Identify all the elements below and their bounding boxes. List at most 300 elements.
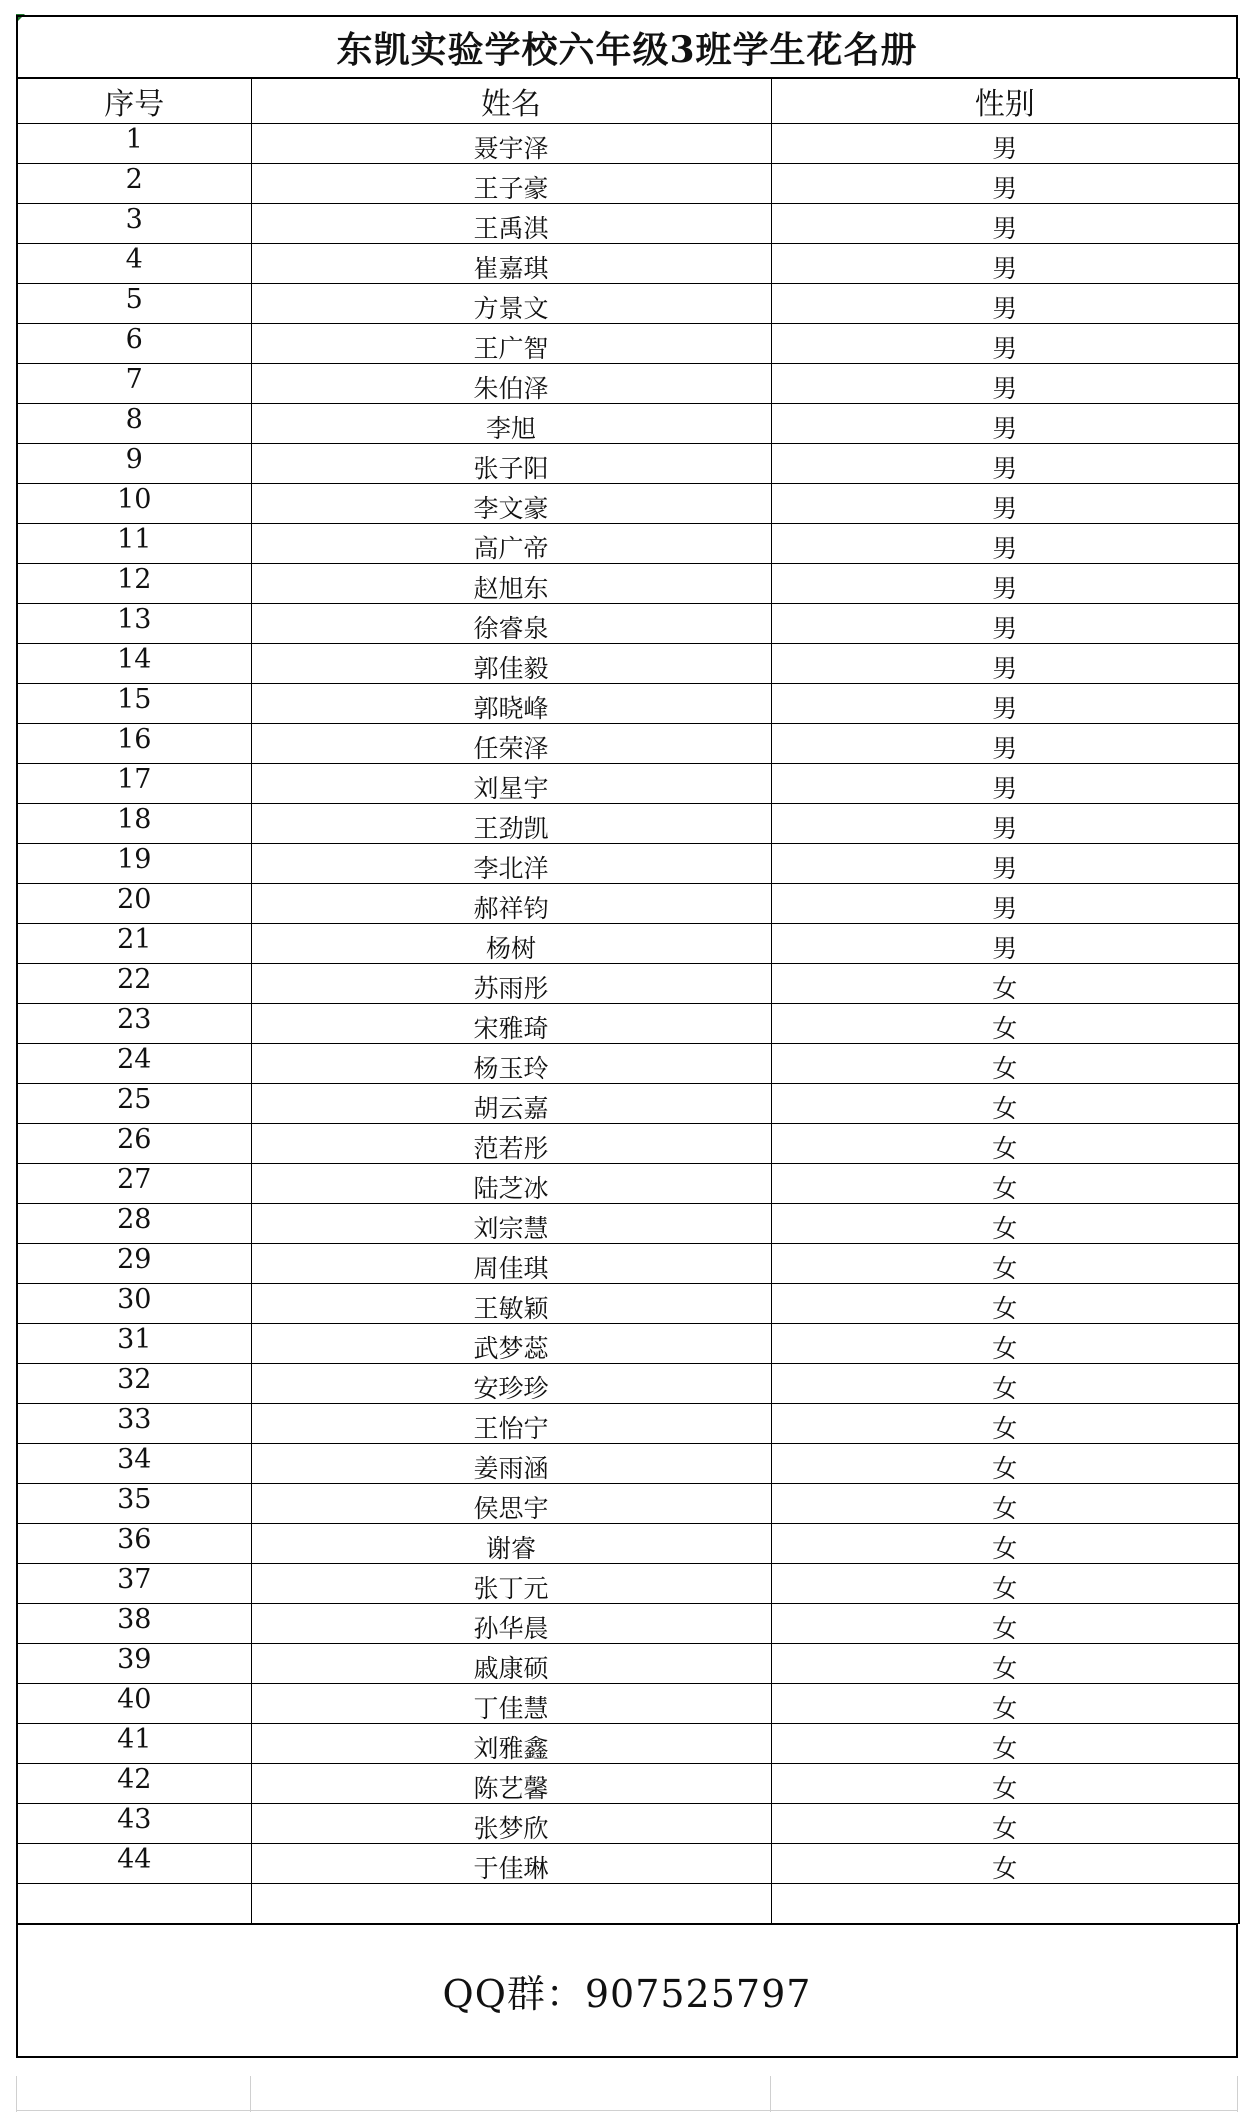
name-cell-text: 陆芝冰 (473, 1173, 549, 1203)
name-cell[interactable] (251, 924, 771, 964)
table-row (17, 604, 1239, 644)
seq-cell-text: 16 (117, 724, 152, 755)
name-cell[interactable] (251, 164, 771, 204)
name-cell-text: 高广帝 (473, 533, 549, 563)
name-cell[interactable] (251, 764, 771, 804)
seq-cell-text: 24 (117, 1044, 152, 1075)
gender-cell-text: 男 (992, 493, 1018, 523)
gender-cell-text: 女 (992, 1573, 1018, 1603)
table-row (17, 1204, 1239, 1244)
gender-cell-text: 女 (992, 1093, 1018, 1123)
seq-cell-text: 4 (125, 244, 143, 275)
seq-cell[interactable] (17, 1484, 251, 1524)
seq-cell-text: 19 (117, 844, 152, 875)
name-cell[interactable] (251, 1604, 771, 1644)
seq-cell-text: 22 (117, 964, 152, 995)
gender-cell-text: 男 (992, 133, 1018, 163)
empty-cell[interactable] (251, 1884, 771, 1924)
table-row (17, 644, 1239, 684)
seq-cell-text: 30 (117, 1284, 152, 1315)
seq-cell[interactable] (17, 1084, 251, 1124)
gender-cell[interactable] (771, 164, 1239, 204)
seq-cell-text: 42 (117, 1764, 152, 1795)
name-cell-text: 姜雨涵 (473, 1453, 549, 1483)
table-row (17, 844, 1239, 884)
name-cell[interactable] (251, 1804, 771, 1844)
name-cell-text: 刘宗慧 (473, 1213, 549, 1243)
gender-cell[interactable] (771, 724, 1239, 764)
gender-cell[interactable] (771, 1124, 1239, 1164)
name-cell[interactable] (251, 1764, 771, 1804)
gender-cell[interactable] (771, 844, 1239, 884)
seq-cell-text: 39 (117, 1644, 152, 1675)
name-cell-text: 苏雨彤 (473, 973, 549, 1003)
name-cell[interactable] (251, 564, 771, 604)
seq-cell-text: 28 (117, 1204, 152, 1235)
seq-cell-text: 20 (117, 884, 152, 915)
seq-cell[interactable] (17, 1244, 251, 1284)
name-cell[interactable] (251, 844, 771, 884)
name-cell[interactable] (251, 684, 771, 724)
seq-cell-text: 3 (125, 204, 143, 235)
seq-cell-text: 41 (117, 1724, 152, 1755)
gender-cell-text: 男 (992, 453, 1018, 483)
name-cell[interactable] (251, 1444, 771, 1484)
table-row (17, 204, 1239, 244)
name-cell[interactable] (251, 324, 771, 364)
seq-cell-text: 33 (117, 1404, 152, 1435)
gender-cell-text: 女 (992, 1853, 1018, 1883)
name-cell[interactable] (251, 1844, 771, 1884)
name-cell-text: 张丁元 (473, 1573, 549, 1603)
name-cell-text: 郭佳毅 (473, 653, 549, 683)
seq-cell[interactable] (17, 1644, 251, 1684)
table-row (17, 284, 1239, 324)
seq-cell-text: 9 (125, 444, 143, 475)
name-cell[interactable] (251, 1404, 771, 1444)
gender-cell-text: 男 (992, 293, 1018, 323)
table-row (17, 964, 1239, 1004)
name-cell-text: 范若彤 (473, 1133, 549, 1163)
name-cell[interactable] (251, 204, 771, 244)
seq-cell-text: 25 (117, 1084, 152, 1115)
gender-cell[interactable] (771, 564, 1239, 604)
gender-cell[interactable] (771, 1004, 1239, 1044)
name-cell-text: 王广智 (473, 333, 549, 363)
table-row (17, 1404, 1239, 1444)
name-cell[interactable] (251, 1524, 771, 1564)
seq-cell[interactable] (17, 284, 251, 324)
seq-cell-text: 40 (117, 1684, 152, 1715)
gender-cell[interactable] (771, 1604, 1239, 1644)
table-row (17, 164, 1239, 204)
name-cell-text: 孙华晨 (473, 1613, 549, 1643)
table-row (17, 1444, 1239, 1484)
name-cell-text: 侯思宇 (473, 1493, 549, 1523)
gender-cell[interactable] (771, 324, 1239, 364)
name-cell[interactable] (251, 244, 771, 284)
name-cell-text: 于佳琳 (473, 1853, 549, 1883)
name-cell[interactable] (251, 1644, 771, 1684)
gender-cell-text: 男 (992, 733, 1018, 763)
seq-cell[interactable] (17, 924, 251, 964)
name-cell-text: 李文豪 (473, 493, 549, 523)
table-row (17, 1764, 1239, 1804)
gender-cell-text: 女 (992, 1693, 1018, 1723)
gender-cell[interactable] (771, 244, 1239, 284)
table-row (17, 564, 1239, 604)
name-cell[interactable] (251, 364, 771, 404)
seq-cell[interactable] (17, 844, 251, 884)
seq-cell[interactable] (17, 1044, 251, 1084)
roster-sheet (16, 15, 1238, 2058)
name-cell[interactable] (251, 404, 771, 444)
table-row (17, 724, 1239, 764)
seq-cell-text: 26 (117, 1124, 152, 1155)
seq-cell[interactable] (17, 1164, 251, 1204)
seq-cell-text: 38 (117, 1604, 152, 1635)
name-cell[interactable] (251, 1204, 771, 1244)
name-cell-text: 王劲凯 (473, 813, 549, 843)
gender-cell[interactable] (771, 884, 1239, 924)
table-row (17, 444, 1239, 484)
name-cell-text: 胡云嘉 (473, 1093, 549, 1123)
gender-cell-text: 男 (992, 773, 1018, 803)
gender-cell-text: 男 (992, 333, 1018, 363)
gender-cell-text: 女 (992, 1293, 1018, 1323)
gender-cell[interactable] (771, 1644, 1239, 1684)
seq-cell[interactable] (17, 724, 251, 764)
empty-row (17, 1884, 1239, 1924)
seq-cell-text: 32 (117, 1364, 152, 1395)
name-cell[interactable] (251, 284, 771, 324)
seq-cell[interactable] (17, 124, 251, 164)
seq-cell[interactable] (17, 1804, 251, 1844)
gender-cell[interactable] (771, 204, 1239, 244)
name-cell-text: 宋雅琦 (473, 1013, 549, 1043)
seq-cell[interactable] (17, 1844, 251, 1884)
name-cell[interactable] (251, 1564, 771, 1604)
name-cell[interactable] (251, 444, 771, 484)
gender-cell[interactable] (771, 764, 1239, 804)
seq-cell[interactable] (17, 244, 251, 284)
seq-cell[interactable] (17, 404, 251, 444)
table-row (17, 1644, 1239, 1684)
name-cell-text: 方景文 (473, 293, 549, 323)
seq-cell-text: 44 (117, 1844, 152, 1875)
gender-cell[interactable] (771, 524, 1239, 564)
seq-cell-text: 29 (117, 1244, 152, 1275)
seq-cell[interactable] (17, 1324, 251, 1364)
gender-cell-text: 女 (992, 1253, 1018, 1283)
seq-cell[interactable] (17, 1684, 251, 1724)
gender-cell-text: 女 (992, 973, 1018, 1003)
name-cell[interactable] (251, 644, 771, 684)
gender-cell-text: 女 (992, 1653, 1018, 1683)
name-cell-text: 陈艺馨 (473, 1773, 549, 1803)
sheet-title: 东凯实验学校六年级3班学生花名册 (16, 15, 1238, 78)
gender-cell[interactable] (771, 1444, 1239, 1484)
seq-cell[interactable] (17, 324, 251, 364)
gender-cell-text: 女 (992, 1053, 1018, 1083)
gender-cell[interactable] (771, 1044, 1239, 1084)
seq-cell-text: 7 (125, 364, 143, 395)
seq-cell[interactable] (17, 1364, 251, 1404)
gender-cell-text: 男 (992, 173, 1018, 203)
table-row (17, 1084, 1239, 1124)
name-cell[interactable] (251, 804, 771, 844)
table-row (17, 1164, 1239, 1204)
seq-cell[interactable] (17, 564, 251, 604)
seq-cell[interactable] (17, 644, 251, 684)
seq-cell[interactable] (17, 484, 251, 524)
seq-cell[interactable] (17, 804, 251, 844)
table-row (17, 1044, 1239, 1084)
table-row (17, 1724, 1239, 1764)
gender-cell-text: 女 (992, 1733, 1018, 1763)
gender-cell-text: 女 (992, 1133, 1018, 1163)
name-cell-text: 刘星宇 (473, 773, 549, 803)
table-row (17, 1604, 1239, 1644)
gender-cell-text: 女 (992, 1373, 1018, 1403)
gender-cell-text: 男 (992, 813, 1018, 843)
gender-cell[interactable] (771, 444, 1239, 484)
gender-cell[interactable] (771, 364, 1239, 404)
table-row (17, 924, 1239, 964)
seq-cell-text: 37 (117, 1564, 152, 1595)
seq-cell[interactable] (17, 1564, 251, 1604)
seq-cell-text: 1 (125, 124, 143, 155)
gender-cell-text: 女 (992, 1773, 1018, 1803)
name-cell[interactable] (251, 1044, 771, 1084)
name-cell[interactable] (251, 1484, 771, 1524)
gender-cell[interactable] (771, 1564, 1239, 1604)
table-row (17, 484, 1239, 524)
spreadsheet-gridlines (16, 2076, 1238, 2112)
seq-cell[interactable] (17, 1404, 251, 1444)
name-cell[interactable] (251, 1004, 771, 1044)
name-cell-text: 朱伯泽 (473, 373, 549, 403)
gender-cell-text: 女 (992, 1173, 1018, 1203)
gender-cell[interactable] (771, 1764, 1239, 1804)
table-row (17, 244, 1239, 284)
gender-cell-text: 女 (992, 1413, 1018, 1443)
name-cell-text: 安珍珍 (473, 1373, 549, 1403)
seq-cell[interactable] (17, 524, 251, 564)
name-cell-text: 周佳琪 (473, 1253, 549, 1283)
name-cell-text: 张梦欣 (473, 1813, 549, 1843)
gender-cell-text: 女 (992, 1813, 1018, 1843)
name-cell-text: 郭晓峰 (473, 693, 549, 723)
gender-cell[interactable] (771, 1804, 1239, 1844)
seq-cell-text: 35 (117, 1484, 152, 1515)
name-cell-text: 郝祥钧 (473, 893, 549, 923)
gender-cell-text: 男 (992, 373, 1018, 403)
gender-cell[interactable] (771, 684, 1239, 724)
empty-cell[interactable] (771, 1884, 1239, 1924)
gender-cell[interactable] (771, 484, 1239, 524)
seq-cell[interactable] (17, 1004, 251, 1044)
seq-cell[interactable] (17, 1724, 251, 1764)
table-row (17, 1564, 1239, 1604)
header-name[interactable]: 姓名 (251, 79, 771, 124)
seq-cell-text: 14 (117, 644, 152, 675)
seq-cell[interactable] (17, 964, 251, 1004)
gender-cell-text: 男 (992, 253, 1018, 283)
header-gender[interactable]: 性别 (771, 79, 1239, 124)
gender-cell-text: 女 (992, 1333, 1018, 1363)
gender-cell[interactable] (771, 1684, 1239, 1724)
seq-cell-text: 10 (117, 484, 152, 515)
table-row (17, 404, 1239, 444)
gender-cell[interactable] (771, 604, 1239, 644)
seq-cell-text: 18 (117, 804, 152, 835)
seq-cell[interactable] (17, 444, 251, 484)
gender-cell[interactable] (771, 1844, 1239, 1884)
gender-cell-text: 男 (992, 893, 1018, 923)
gender-cell-text: 男 (992, 213, 1018, 243)
gender-cell[interactable] (771, 1284, 1239, 1324)
seq-cell-text: 43 (117, 1804, 152, 1835)
gender-cell[interactable] (771, 804, 1239, 844)
name-cell-text: 丁佳慧 (473, 1693, 549, 1723)
seq-cell[interactable] (17, 1524, 251, 1564)
seq-cell[interactable] (17, 204, 251, 244)
gender-cell-text: 男 (992, 573, 1018, 603)
seq-cell[interactable] (17, 884, 251, 924)
name-cell[interactable] (251, 524, 771, 564)
gender-cell-text: 男 (992, 613, 1018, 643)
gender-cell-text: 女 (992, 1533, 1018, 1563)
seq-cell[interactable] (17, 1204, 251, 1244)
name-cell[interactable] (251, 1084, 771, 1124)
name-cell[interactable] (251, 1684, 771, 1724)
gender-cell-text: 男 (992, 853, 1018, 883)
table-row (17, 1524, 1239, 1564)
student-roster-table (16, 78, 1240, 1924)
gender-cell[interactable] (771, 1204, 1239, 1244)
table-row (17, 364, 1239, 404)
seq-cell[interactable] (17, 1444, 251, 1484)
name-cell[interactable] (251, 1244, 771, 1284)
seq-cell[interactable] (17, 364, 251, 404)
table-row (17, 1244, 1239, 1284)
name-cell[interactable] (251, 1124, 771, 1164)
gender-cell[interactable] (771, 1324, 1239, 1364)
empty-cell[interactable] (17, 1884, 251, 1924)
seq-cell[interactable] (17, 684, 251, 724)
name-cell[interactable] (251, 884, 771, 924)
name-cell-text: 王敏颖 (473, 1293, 549, 1323)
name-cell-text: 王怡宁 (473, 1413, 549, 1443)
seq-cell[interactable] (17, 1284, 251, 1324)
seq-cell-text: 6 (125, 324, 143, 355)
name-cell[interactable] (251, 1164, 771, 1204)
seq-cell-text: 13 (117, 604, 152, 635)
seq-cell[interactable] (17, 1764, 251, 1804)
name-cell[interactable] (251, 1364, 771, 1404)
header-seq[interactable]: 序号 (17, 79, 251, 124)
gender-cell-text: 男 (992, 653, 1018, 683)
name-cell-text: 任荣泽 (473, 733, 549, 763)
table-row (17, 1484, 1239, 1524)
table-row (17, 1364, 1239, 1404)
seq-cell[interactable] (17, 1124, 251, 1164)
name-cell[interactable] (251, 964, 771, 1004)
name-cell[interactable] (251, 124, 771, 164)
gender-cell[interactable] (771, 644, 1239, 684)
gender-cell[interactable] (771, 1524, 1239, 1564)
table-row (17, 1124, 1239, 1164)
name-cell[interactable] (251, 1724, 771, 1764)
name-cell-text: 武梦蕊 (473, 1333, 549, 1363)
table-row (17, 124, 1239, 164)
seq-cell[interactable] (17, 764, 251, 804)
seq-cell[interactable] (17, 1604, 251, 1644)
name-cell-text: 张子阳 (473, 453, 549, 483)
gender-cell[interactable] (771, 124, 1239, 164)
gender-cell[interactable] (771, 1364, 1239, 1404)
name-cell[interactable] (251, 1324, 771, 1364)
seq-cell-text: 31 (117, 1324, 152, 1355)
gender-cell[interactable] (771, 1404, 1239, 1444)
gender-cell-text: 女 (992, 1493, 1018, 1523)
table-row (17, 684, 1239, 724)
header-row (17, 79, 1239, 124)
gender-cell-text: 男 (992, 693, 1018, 723)
seq-cell[interactable] (17, 604, 251, 644)
name-cell[interactable] (251, 484, 771, 524)
seq-cell-text: 21 (117, 924, 152, 955)
name-cell-text: 赵旭东 (473, 573, 549, 603)
name-cell-text: 戚康硕 (473, 1653, 549, 1683)
name-cell-text: 王禹淇 (473, 213, 549, 243)
gender-cell[interactable] (771, 1244, 1239, 1284)
gender-cell[interactable] (771, 1724, 1239, 1764)
gender-cell-text: 女 (992, 1013, 1018, 1043)
seq-cell-text: 5 (125, 284, 143, 315)
gender-cell-text: 男 (992, 413, 1018, 443)
table-row (17, 884, 1239, 924)
table-row (17, 1684, 1239, 1724)
table-row (17, 1324, 1239, 1364)
table-row (17, 1804, 1239, 1844)
gender-cell[interactable] (771, 284, 1239, 324)
gender-cell-text: 男 (992, 933, 1018, 963)
name-cell[interactable] (251, 1284, 771, 1324)
gender-cell-text: 女 (992, 1613, 1018, 1643)
seq-cell-text: 12 (117, 564, 152, 595)
gender-cell[interactable] (771, 964, 1239, 1004)
name-cell-text: 谢睿 (485, 1533, 536, 1563)
gender-cell[interactable] (771, 1084, 1239, 1124)
gender-cell-text: 女 (992, 1213, 1018, 1243)
name-cell-text: 杨玉玲 (473, 1053, 549, 1083)
seq-cell[interactable] (17, 164, 251, 204)
gender-cell-text: 男 (992, 533, 1018, 563)
gender-cell[interactable] (771, 1484, 1239, 1524)
gender-cell-text: 女 (992, 1453, 1018, 1483)
seq-cell-text: 11 (117, 524, 152, 555)
gender-cell[interactable] (771, 1164, 1239, 1204)
seq-cell-text: 23 (117, 1004, 152, 1035)
name-cell[interactable] (251, 604, 771, 644)
name-cell-text: 李旭 (485, 413, 536, 443)
name-cell[interactable] (251, 724, 771, 764)
gender-cell[interactable] (771, 924, 1239, 964)
seq-cell-text: 2 (125, 164, 143, 195)
gender-cell[interactable] (771, 404, 1239, 444)
